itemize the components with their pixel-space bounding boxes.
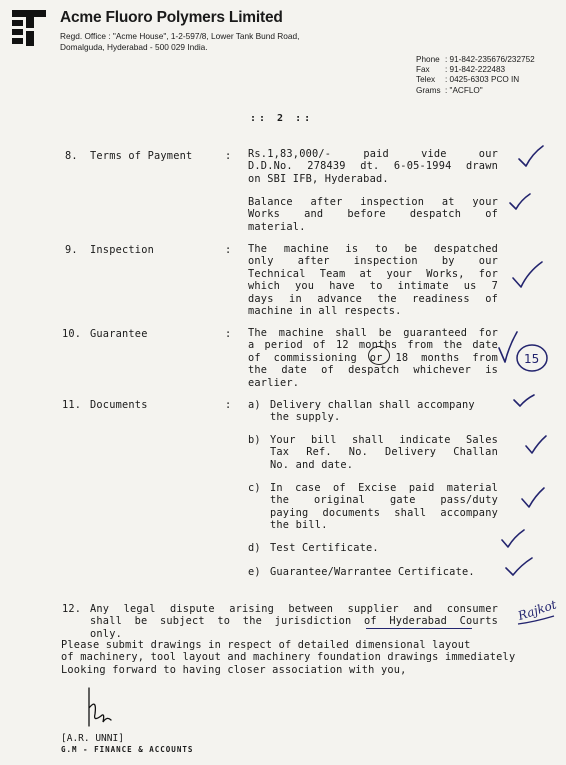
list-letter: a) [248, 399, 261, 411]
company-address [60, 31, 299, 53]
text-line: Any legal dispute arising between supplier and consumer [90, 603, 498, 615]
clause-number: 12. [62, 603, 82, 615]
check-mark-icon [500, 528, 526, 550]
text-line: machine in all respects. [248, 305, 402, 318]
contact-row [416, 86, 535, 96]
text-line: The machine is to be despatched [248, 243, 498, 255]
contact-row [416, 55, 535, 65]
list-item [270, 482, 498, 532]
clause-title: Inspection [90, 244, 154, 256]
check-mark-icon [496, 330, 520, 370]
text-line: Rs.1,83,000/- paid vide our [248, 148, 498, 160]
clause-title: Guarantee [90, 328, 148, 340]
text-line: Your bill shall indicate Sales [270, 434, 498, 446]
text-line: Please submit drawings in respect of detailed dimensional layout [61, 639, 471, 651]
text-line: the original gate pass/duty [270, 494, 498, 507]
handwritten-circle-mark [368, 346, 390, 365]
text-line: In case of Excise paid material [270, 482, 498, 494]
text-line: of commissioning or 18 months from [248, 351, 498, 364]
text-line: of machinery, tool layout and machinery foundation drawings immediately [61, 651, 516, 664]
check-mark-icon [512, 392, 536, 410]
text-line: Tax Ref. No. Delivery Challan [270, 446, 498, 459]
address-line: Domalguda, Hyderabad - 500 029 India. [60, 42, 208, 52]
list-letter: e) [248, 566, 261, 578]
handwritten-underline [366, 628, 472, 629]
list-item [270, 399, 500, 424]
contact-label: Fax [416, 65, 430, 75]
clause-number: 11. [62, 399, 82, 411]
list-letter: b) [248, 434, 261, 446]
company-logo [10, 8, 48, 48]
page-number: :: 2 :: [250, 113, 314, 124]
clause-colon: : [225, 328, 232, 340]
contact-value: : 91-842-235676/232752 [445, 55, 535, 64]
text-line: Delivery challan shall accompany [270, 399, 475, 411]
text-line: days in advance the readiness of [248, 292, 498, 305]
list-letter: c) [248, 482, 261, 494]
clause-number: 9. [65, 244, 78, 256]
contact-label: Phone [416, 55, 440, 64]
list-item [270, 434, 498, 471]
text-line: material. [248, 220, 306, 233]
margin-note-text: 15 [524, 352, 540, 366]
text-line: Looking forward to having closer association with you, [61, 663, 407, 676]
clause-text [248, 243, 498, 317]
company-name: Acme Fluoro Polymers Limited [60, 9, 283, 26]
list-item: Test Certificate. [270, 542, 379, 554]
text-line: the date of despatch whichever is [248, 364, 498, 377]
check-mark-icon [510, 260, 544, 290]
check-mark-icon [504, 556, 534, 578]
clause-colon: : [225, 244, 232, 256]
clause-title: Terms of Payment [90, 150, 193, 162]
text-line: on SBI IFB, Hyderabad. [248, 172, 389, 185]
list-item: Guarantee/Warrantee Certificate. [270, 566, 475, 578]
contact-row [416, 65, 535, 75]
clause-colon: : [225, 150, 232, 162]
contact-value: : 91-842-222483 [445, 65, 506, 75]
check-mark-icon [508, 192, 532, 212]
text-line: only after inspection by our [248, 255, 498, 268]
clause-text [248, 148, 498, 185]
closing-text [61, 639, 515, 676]
signatory-title: G.M - FINANCE & ACCOUNTS [61, 745, 194, 754]
clause-number: 10. [62, 328, 82, 340]
text-line: No. and date. [270, 458, 354, 471]
signatory-name: [A.R. UNNI] [61, 733, 124, 744]
text-line: the supply. [270, 411, 341, 424]
text-line: a period of 12 months from the date [248, 339, 498, 352]
clause-colon: : [225, 399, 232, 411]
contact-value: : "ACFLO" [445, 85, 483, 95]
text-line: The machine shall be guaranteed for [248, 327, 498, 339]
address-line: Regd. Office : "Acme House", 1-2-597/8, Lower Tank Bund Road, [60, 31, 300, 41]
check-mark-icon [524, 434, 548, 456]
check-mark-icon [520, 486, 546, 510]
text-line: Balance after inspection at your [248, 196, 498, 208]
contact-value: : 0425-6303 PCO IN [445, 75, 520, 85]
contact-block [416, 55, 535, 96]
contact-label: Grams [416, 85, 441, 95]
list-letter: d) [248, 542, 261, 554]
text-line: the bill. [270, 519, 328, 532]
contact-row [416, 75, 535, 85]
text-line: Technical Team at your Works, for [248, 267, 498, 280]
handwritten-margin-note [514, 592, 564, 632]
text-line: shall be subject to the jurisdiction of Hyderabad Courts [90, 615, 498, 628]
text-line: paying documents shall accompany [270, 506, 498, 519]
text-line: which you have to intimate us 7 [248, 280, 498, 293]
clause-number: 8. [65, 150, 78, 162]
handwritten-signature [83, 686, 117, 732]
text-line: Works and before despatch of [248, 208, 498, 221]
contact-label: Telex [416, 75, 436, 85]
text-line: earlier. [248, 376, 300, 389]
clause-text [90, 603, 498, 640]
margin-note-text: Rajkot [516, 597, 559, 623]
clause-text [248, 196, 498, 233]
text-line: only. [90, 627, 122, 640]
clause-title: Documents [90, 399, 148, 411]
check-mark-icon [516, 144, 546, 170]
text-line: D.D.No. 278439 dt. 6-05-1994 drawn [248, 160, 498, 173]
